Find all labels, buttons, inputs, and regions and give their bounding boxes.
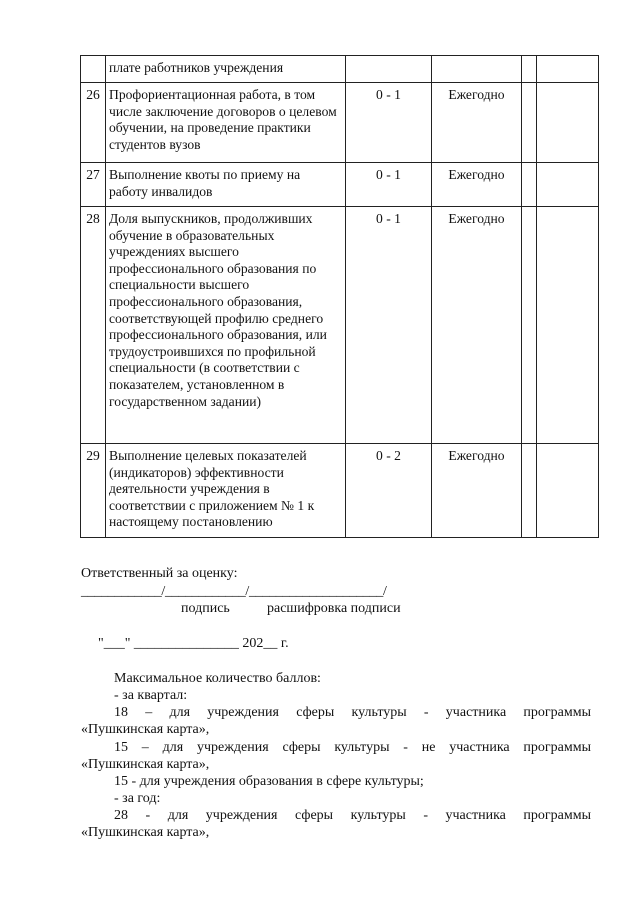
criterion-text: Выполнение целевых показателей (индикаторов) эффективности деятельности учреждения в соответствии с приложением № 1 к настоящему постановлению — [106, 444, 346, 538]
table-row — [81, 83, 599, 163]
decoding-caption: расшифровка подписи — [267, 601, 401, 616]
period-cell: Ежегодно — [432, 207, 522, 444]
points-cell: 0 - 2 — [346, 444, 432, 538]
quarter-label: - за квартал: — [114, 688, 188, 703]
year-label: - за год: — [114, 791, 161, 806]
period-cell: Ежегодно — [432, 163, 522, 207]
score-line: 15 – для учреждения сферы культуры - не участника программы — [114, 740, 591, 755]
row-number: 28 — [81, 207, 106, 444]
period-cell: Ежегодно — [432, 444, 522, 538]
empty-cell — [522, 56, 537, 83]
score-paragraph — [81, 807, 591, 841]
period-cell — [432, 56, 522, 83]
responsible-label: Ответственный за оценку: — [81, 566, 238, 581]
criterion-text: плате работников учреждения — [106, 56, 346, 83]
score-paragraph — [81, 704, 591, 738]
criterion-text: Доля выпускников, продолживших обучение в образовательных учреждениях высшего профессионального образования по специальности высшего профессионального образования, соответствующей профилю среднего профессионального образования, или трудоустроившихся по профильной специальности (в соответствии с показателем, установленном в государственном задании) — [106, 207, 346, 444]
empty-cell — [537, 56, 599, 83]
quarter-edu: 15 - для учреждения образования в сфере культуры; — [114, 774, 424, 789]
empty-cell — [537, 163, 599, 207]
empty-cell — [522, 163, 537, 207]
points-cell: 0 - 1 — [346, 207, 432, 444]
criterion-text: Выполнение квоты по приему на работу инвалидов — [106, 163, 346, 207]
score-line-cont: «Пушкинская карта», — [81, 722, 210, 737]
row-number: 29 — [81, 444, 106, 538]
score-paragraph — [81, 739, 591, 773]
signature-caption: подпись — [181, 601, 230, 616]
score-line-cont: «Пушкинская карта», — [81, 757, 210, 772]
row-number — [81, 56, 106, 83]
score-line-cont: «Пушкинская карта», — [81, 825, 210, 840]
criteria-table — [80, 55, 599, 538]
empty-cell — [522, 83, 537, 163]
empty-cell — [522, 207, 537, 444]
points-cell — [346, 56, 432, 83]
row-number: 27 — [81, 163, 106, 207]
empty-cell — [537, 83, 599, 163]
signature-line: ____________/____________/____________________/ — [81, 584, 387, 599]
date-line: "___" _______________ 202__ г. — [98, 636, 289, 651]
table-row — [81, 207, 599, 444]
points-cell: 0 - 1 — [346, 83, 432, 163]
score-line: 18 – для учреждения сферы культуры - участника программы — [114, 705, 591, 720]
empty-cell — [537, 444, 599, 538]
period-cell: Ежегодно — [432, 83, 522, 163]
empty-cell — [522, 444, 537, 538]
table-row — [81, 163, 599, 207]
row-number: 26 — [81, 83, 106, 163]
points-cell: 0 - 1 — [346, 163, 432, 207]
score-line: 28 - для учреждения сферы культуры - участника программы — [114, 808, 591, 823]
table-row — [81, 56, 599, 83]
criterion-text: Профориентационная работа, в том числе заключение договоров о целевом обучении, на проведение практики студентов вузов — [106, 83, 346, 163]
table-row — [81, 444, 599, 538]
empty-cell — [537, 207, 599, 444]
scores-heading: Максимальное количество баллов: — [114, 671, 321, 686]
